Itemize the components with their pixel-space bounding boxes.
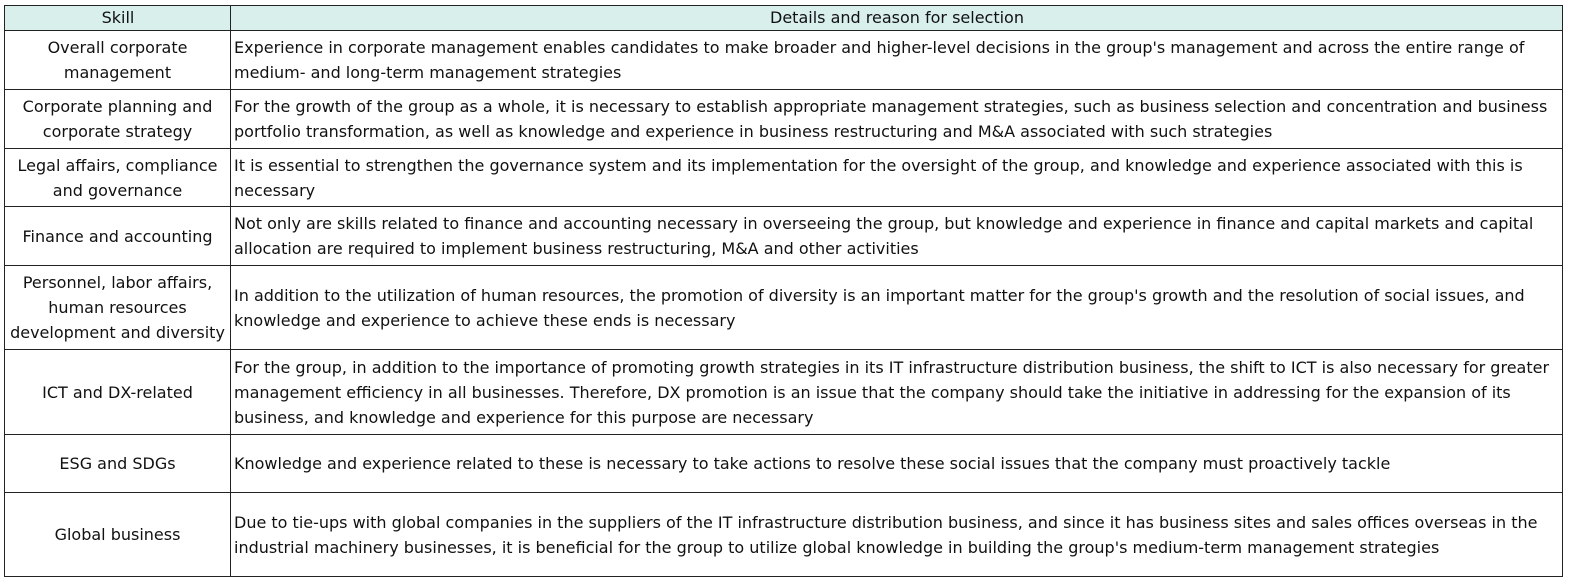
details-cell: Knowledge and experience related to these is necessary to take actions to resolve these social issues that the company must proactively tackle [231,435,1563,493]
table-row [5,493,1563,577]
details-cell: Experience in corporate management enables candidates to make broader and higher-level decisions in the group's management and across the entire range of medium- and long-term management strategies [231,31,1563,90]
skill-cell: Corporate planning and corporate strategy [5,90,231,149]
skill-cell: Finance and accounting [5,207,231,266]
table-row [5,207,1563,266]
table-header-row [5,6,1563,31]
skill-cell: Global business [5,493,231,577]
details-cell: For the growth of the group as a whole, it is necessary to establish appropriate management strategies, such as business selection and concentration and business portfolio transformation, as well as knowledge and experience in business restructuring and M&A associated with such strategies [231,90,1563,149]
skill-cell: Personnel, labor affairs, human resources development and diversity [5,266,231,350]
skill-cell: ESG and SDGs [5,435,231,493]
table-row [5,90,1563,149]
table-row [5,266,1563,350]
header-skill: Skill [5,6,231,31]
table-row [5,31,1563,90]
skills-matrix-table-container [4,5,1563,577]
details-cell: For the group, in addition to the importance of promoting growth strategies in its IT infrastructure distribution business, the shift to ICT is also necessary for greater management efficiency in all businesses. Therefore, DX promotion is an issue that the company should take the initiative in addressing for the expansion of its business, and knowledge and experience for this purpose are necessary [231,350,1563,435]
skills-matrix-table [4,5,1563,577]
table-row [5,350,1563,435]
details-cell: Due to tie-ups with global companies in the suppliers of the IT infrastructure distribution business, and since it has business sites and sales offices overseas in the industrial machinery businesses, it is beneficial for the group to utilize global knowledge in building the group's medium-term management strategies [231,493,1563,577]
details-cell: Not only are skills related to finance and accounting necessary in overseeing the group, but knowledge and experience in finance and capital markets and capital allocation are required to implement business restructuring, M&A and other activities [231,207,1563,266]
skill-cell: Legal affairs, compliance and governance [5,149,231,207]
header-details: Details and reason for selection [231,6,1563,31]
details-cell: It is essential to strengthen the governance system and its implementation for the oversight of the group, and knowledge and experience associated with this is necessary [231,149,1563,207]
details-cell: In addition to the utilization of human resources, the promotion of diversity is an important matter for the group's growth and the resolution of social issues, and knowledge and experience to achieve these ends is necessary [231,266,1563,350]
skill-cell: ICT and DX-related [5,350,231,435]
skill-cell: Overall corporate management [5,31,231,90]
table-row [5,149,1563,207]
table-row [5,435,1563,493]
